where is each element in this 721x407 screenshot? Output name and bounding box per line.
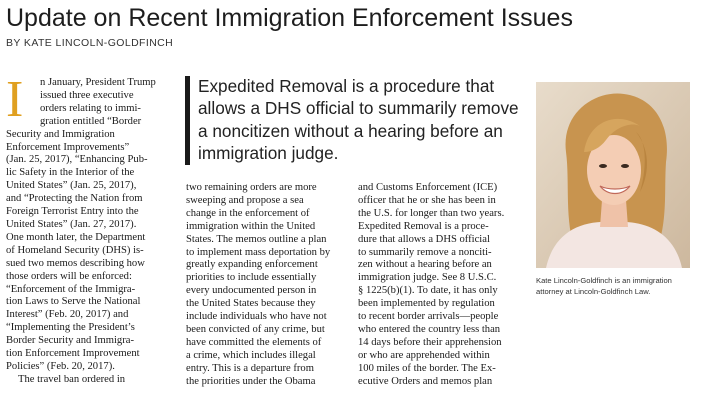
- text-line: “Implementing the President’s: [6, 322, 135, 334]
- text-line: Security and Immigration: [6, 128, 115, 140]
- article-column-3: [358, 182, 526, 389]
- text-line: n January, President Trump: [40, 77, 156, 88]
- text-line: zen without a hearing before an: [358, 259, 492, 271]
- text-line: or who are apprehended within: [358, 349, 490, 361]
- text-line: include individuals who have not: [186, 311, 327, 323]
- text-line: Interest” (Feb. 20, 2017) and: [6, 309, 129, 321]
- text-line: those orders will be enforced:: [6, 270, 132, 282]
- caption-line: attorney at Lincoln-Goldfinch Law.: [536, 286, 651, 296]
- article-column-2: [186, 182, 351, 389]
- text-line: 100 miles of the border. The Ex-: [358, 362, 496, 374]
- text-line: orders relating to immi-: [40, 102, 141, 114]
- text-line: gration entitled “Border: [40, 115, 142, 127]
- text-line: and Customs Enforcement (ICE): [358, 182, 498, 193]
- text-line: the United States because they: [186, 298, 316, 310]
- text-line: entry. This is a departure from: [186, 362, 314, 374]
- text-line: (Jan. 25, 2017), “Enhancing Pub-: [6, 154, 148, 166]
- text-line: change in the enforcement of: [186, 207, 310, 219]
- text-line: Foreign Terrorist Entry into the: [6, 206, 139, 218]
- text-line: to implement mass deportation by: [186, 246, 331, 258]
- pull-quote: [198, 75, 528, 165]
- text-line: to summarily remove a nonciti-: [358, 246, 492, 258]
- text-line: issued three executive: [40, 89, 134, 101]
- text-line: been implemented by regulation: [358, 298, 495, 310]
- text-line: who entered the country less than: [358, 323, 501, 335]
- author-photo: [536, 82, 690, 268]
- pull-quote-line: allows a DHS official to summarily remove: [198, 98, 519, 119]
- text-line: United States” (Jan. 27, 2017).: [6, 218, 137, 230]
- text-line: the U.S. for longer than two years.: [358, 207, 505, 219]
- byline: BY KATE LINCOLN-GOLDFINCH: [6, 37, 174, 49]
- pull-quote-rule: [185, 76, 190, 165]
- drop-cap: I: [6, 71, 24, 128]
- text-line: Policies” (Feb. 20, 2017).: [6, 360, 115, 372]
- text-line: Expedited Removal is a proce-: [358, 220, 489, 232]
- text-line: ecutive Orders and memos plan: [358, 375, 493, 387]
- text-line: dure that allows a DHS official: [358, 233, 490, 245]
- pull-quote-line: Expedited Removal is a procedure that: [198, 76, 495, 96]
- text-line: greatly expanding enforcement: [186, 259, 318, 271]
- text-line: sued two memos describing how: [6, 257, 145, 269]
- text-line: § 1225(b)(1). To date, it has only: [358, 285, 498, 297]
- text-line: priorities to include essentially: [186, 272, 317, 284]
- article-column-1: [6, 77, 174, 387]
- caption-line: Kate Lincoln-Goldfinch is an immigration: [536, 276, 672, 285]
- text-line: two remaining orders are more: [186, 182, 317, 193]
- text-line: immigration within the United: [186, 220, 316, 232]
- text-line: States. The memos outline a plan: [186, 233, 327, 245]
- pull-quote-line: immigration judge.: [198, 143, 339, 164]
- text-line: every undocumented person in: [186, 285, 317, 297]
- text-line: been convicted of any crime, but: [186, 323, 325, 335]
- text-line: lic Safety in the Interior of the: [6, 167, 135, 179]
- text-line: have committed the elements of: [186, 336, 322, 348]
- text-line: sweeping and propose a sea: [186, 194, 304, 206]
- article-headline: Update on Recent Immigration Enforcement Issues: [6, 4, 573, 32]
- text-line: 14 days before their apprehension: [358, 336, 502, 348]
- text-line: tion Laws to Serve the National: [6, 296, 141, 308]
- text-line: the priorities under the Obama: [186, 375, 316, 387]
- text-line: and “Protecting the Nation from: [6, 193, 143, 205]
- text-line: to recent border arrivals—people: [358, 311, 499, 323]
- text-line: a crime, which includes illegal: [186, 349, 316, 361]
- text-line: tion Enforcement Improvement: [6, 348, 140, 360]
- text-line: officer that he or she has been in: [358, 194, 496, 206]
- text-line: of Homeland Security (DHS) is-: [6, 244, 144, 256]
- text-line: The travel ban ordered in: [18, 373, 126, 385]
- text-line: “Enforcement of the Immigra-: [6, 283, 136, 295]
- text-line: One month later, the Department: [6, 231, 146, 243]
- author-portrait-image: [536, 82, 690, 268]
- text-line: United States” (Jan. 25, 2017),: [6, 180, 137, 192]
- pull-quote-line: a noncitizen without a hearing before an: [198, 120, 503, 141]
- photo-caption: [536, 276, 711, 297]
- text-line: Enforcement Improvements”: [6, 141, 130, 153]
- text-line: immigration judge. See 8 U.S.C.: [358, 272, 497, 284]
- text-line: Border Security and Immigra-: [6, 335, 134, 347]
